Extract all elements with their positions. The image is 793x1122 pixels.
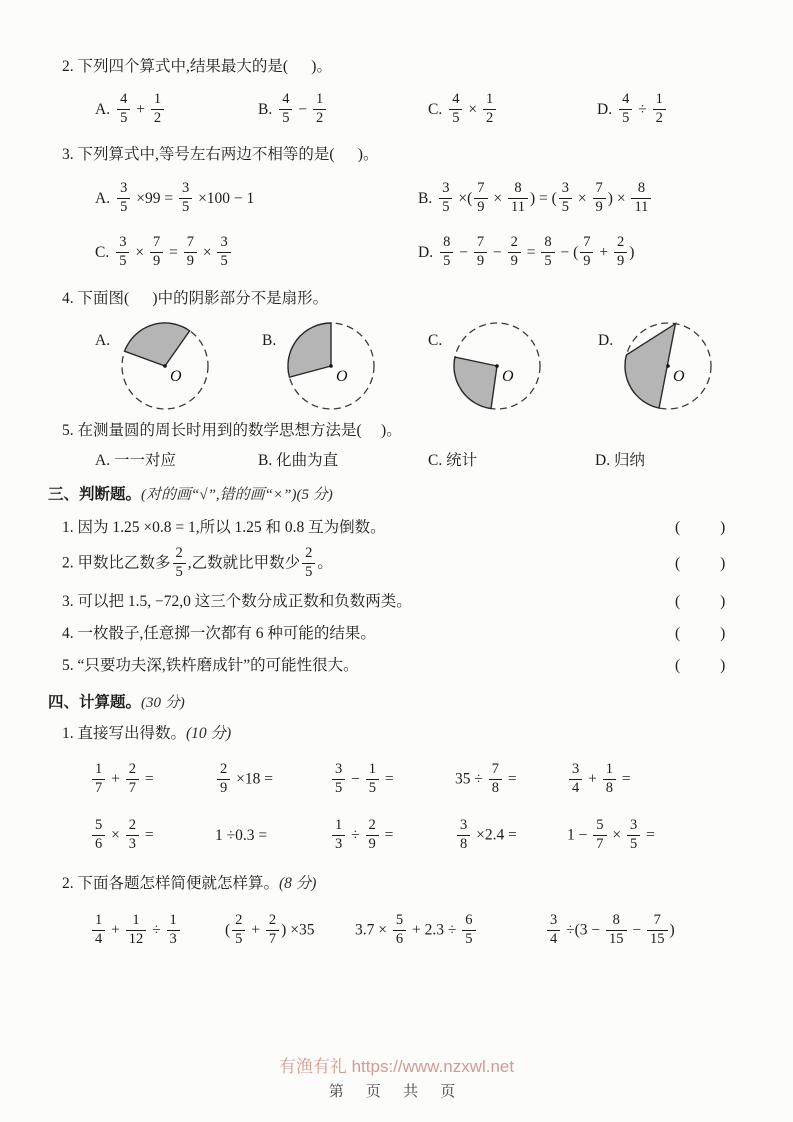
section-4-sub1-title bbox=[62, 723, 749, 745]
option-label: C. bbox=[428, 332, 443, 349]
option-expression: $\frac{4}{5}$ + $\frac{1}{2}$ bbox=[115, 101, 166, 118]
section-3-note: (对的画“√”,错的画“×”)(5 分) bbox=[141, 487, 333, 503]
option-label: D. bbox=[597, 100, 613, 118]
question-3-option-a bbox=[95, 179, 418, 216]
sub1-points: (10 分) bbox=[186, 725, 232, 743]
answer-blank: ( ) bbox=[675, 625, 727, 643]
judgment-text: 2. 甲数比乙数多 $\frac{2}{5}$ ,乙数就比甲数少 $\frac{2}{5}$ 。 bbox=[62, 545, 333, 580]
judgment-text: 5. “只要功夫深,铁杵磨成针”的可能性很大。 bbox=[62, 657, 359, 675]
answer-blank: ( ) bbox=[675, 555, 727, 573]
question-3-option-b bbox=[418, 179, 749, 216]
answer-blank: ( ) bbox=[675, 593, 727, 611]
svg-text:O: O bbox=[502, 368, 514, 385]
calc-expression: 35 ÷ $\frac{7}{8}$ = bbox=[455, 761, 517, 796]
circle-figure-d bbox=[598, 314, 749, 414]
circle-figure-b bbox=[262, 314, 428, 414]
option-expression: $\frac{3}{5}$ ×99 = $\frac{3}{5}$ ×100 − 1 bbox=[115, 190, 254, 207]
sector-circle-a-figure bbox=[115, 314, 215, 414]
option-label: D. bbox=[418, 243, 434, 261]
calc-expression: 1 − $\frac{5}{7}$ × $\frac{3}{5}$ = bbox=[567, 817, 655, 852]
simplify-row bbox=[90, 907, 749, 955]
judgment-text: 1. 因为 1.25 ×0.8 = 1,所以 1.25 和 0.8 互为倒数。 bbox=[62, 519, 386, 536]
page-footer bbox=[0, 1052, 793, 1101]
sector-circle-b-figure bbox=[281, 314, 381, 414]
section-4-points: (30 分) bbox=[141, 695, 185, 712]
question-5-text: 5. 在测量圆的周长时用到的数学思想方法是( )。 bbox=[62, 422, 402, 439]
footer-watermark: 有渔有礼 https://www.nzxwl.net bbox=[278, 1057, 515, 1076]
calc-expression: $\frac{3}{5}$ − $\frac{1}{5}$ = bbox=[330, 763, 455, 797]
question-5-option-c: C. 统计 bbox=[428, 452, 478, 469]
judgment-text: 4. 一枚骰子,任意掷一次都有 6 种可能的结果。 bbox=[62, 625, 376, 643]
calc-expression: 3.7 × $\frac{5}{6}$ + 2.3 ÷ $\frac{6}{5}$ bbox=[355, 914, 545, 948]
judgment-item-5 bbox=[62, 655, 749, 677]
option-expression: $\frac{3}{5}$ × $\frac{7}{9}$ = $\frac{7}{9}$ × $\frac{3}{5}$ bbox=[114, 244, 233, 261]
question-2-option-c bbox=[428, 90, 597, 127]
svg-text:O: O bbox=[170, 368, 182, 385]
answer-blank: ( ) bbox=[675, 519, 727, 536]
question-4-text: 4. 下面图( )中的阴影部分不是扇形。 bbox=[62, 290, 329, 307]
question-5-options bbox=[95, 451, 749, 471]
option-label: A. bbox=[95, 189, 111, 207]
option-expression: $\frac{8}{5}$ − $\frac{7}{9}$ − $\frac{2}{9}$ = $\frac{8}{5}$ − ( $\frac{7}{9}$ + $\frac{2}{9}$ ) bbox=[438, 244, 634, 261]
calc-row-2 bbox=[90, 815, 749, 857]
section-3-title bbox=[48, 483, 749, 507]
question-5-option-b: B. 化曲为直 bbox=[258, 452, 339, 469]
question-2-option-d bbox=[597, 90, 749, 127]
section-4-sub2-title bbox=[62, 873, 749, 895]
section-4-title bbox=[48, 691, 749, 715]
section-4-heading: 四、计算题。 bbox=[48, 694, 142, 712]
calc-expression: $\frac{1}{4}$ + $\frac{1}{12}$ ÷ $\frac{1}{3}$ bbox=[90, 914, 225, 948]
question-5-option-a: A. 一一对应 bbox=[95, 452, 176, 469]
svg-text:O: O bbox=[673, 368, 685, 385]
option-label: B. bbox=[262, 332, 277, 349]
calc-expression: $\frac{2}{9}$ ×18 = bbox=[215, 763, 330, 797]
question-2-option-a bbox=[95, 90, 258, 127]
judgment-text: 3. 可以把 1.5, −72,0 这三个数分成正数和负数两类。 bbox=[62, 593, 412, 611]
answer-blank: ( ) bbox=[675, 657, 727, 675]
option-expression: $\frac{4}{5}$ × $\frac{1}{2}$ bbox=[447, 101, 498, 118]
sub1-heading: 1. 直接写出得数。 bbox=[62, 725, 187, 743]
calc-row-1 bbox=[90, 759, 749, 801]
question-2-options bbox=[95, 90, 749, 130]
option-expression: $\frac{3}{5}$ ×( $\frac{7}{9}$ × $\frac{8}{11}$ ) = ( $\frac{3}{5}$ × $\frac{7}{9}$ ) × $\frac{8}{11}$ bbox=[437, 190, 653, 207]
question-3-option-c bbox=[95, 233, 418, 270]
question-3-option-d bbox=[418, 233, 749, 270]
question-2-text: 2. 下列四个算式中,结果最大的是( )。 bbox=[62, 58, 332, 75]
sub2-heading: 2. 下面各题怎样简便就怎样算。 bbox=[62, 875, 280, 893]
option-label: C. bbox=[428, 100, 443, 118]
option-label: A. bbox=[95, 100, 111, 118]
calc-expression: $\frac{5}{6}$ × $\frac{2}{3}$ = bbox=[90, 819, 215, 853]
section-3-heading: 三、判断题。 bbox=[48, 486, 142, 503]
calc-expression: $\frac{3}{4}$ + $\frac{1}{8}$ = bbox=[567, 763, 749, 797]
question-3-text: 3. 下列算式中,等号左右两边不相等的是( )。 bbox=[62, 146, 379, 163]
option-label: B. bbox=[258, 100, 273, 118]
calc-expression: $\frac{1}{3}$ ÷ $\frac{2}{9}$ = bbox=[330, 819, 455, 853]
question-5-option-d: D. 归纳 bbox=[595, 452, 645, 469]
page-number-line: 第 页 共 页 bbox=[328, 1083, 465, 1100]
question-2-option-b bbox=[258, 90, 428, 127]
question-3-options-row1 bbox=[95, 176, 749, 222]
svg-text:O: O bbox=[336, 368, 348, 385]
option-label: A. bbox=[95, 332, 111, 349]
calc-expression: $\frac{1}{7}$ + $\frac{2}{7}$ = bbox=[90, 763, 215, 797]
judgment-item-2 bbox=[62, 547, 749, 581]
option-expression: $\frac{4}{5}$ ÷ $\frac{1}{2}$ bbox=[617, 101, 668, 118]
calc-expression: $\frac{3}{8}$ ×2.4 = bbox=[455, 819, 567, 853]
sector-circle-c-figure bbox=[447, 314, 547, 414]
chord-circle-d-figure bbox=[618, 314, 718, 414]
calc-expression: 1 ÷0.3 = bbox=[215, 827, 268, 845]
option-label: B. bbox=[418, 189, 433, 207]
circle-figure-a bbox=[95, 314, 262, 414]
judgment-item-3 bbox=[62, 591, 749, 613]
sub2-points: (8 分) bbox=[279, 875, 317, 893]
calc-expression: ( $\frac{2}{5}$ + $\frac{2}{7}$ ) ×35 bbox=[225, 912, 315, 947]
judgment-item-1 bbox=[62, 517, 749, 539]
question-3-options-row2 bbox=[95, 230, 749, 276]
calc-expression: $\frac{3}{4}$ ÷(3 − $\frac{8}{15}$ − $\frac{7}{15}$ ) bbox=[545, 914, 749, 948]
circle-figure-c bbox=[428, 314, 598, 414]
option-expression: $\frac{4}{5}$ − $\frac{1}{2}$ bbox=[277, 101, 328, 118]
option-label: D. bbox=[598, 332, 614, 349]
judgment-item-4 bbox=[62, 623, 749, 645]
question-4-figures bbox=[95, 314, 749, 414]
option-label: C. bbox=[95, 243, 110, 261]
